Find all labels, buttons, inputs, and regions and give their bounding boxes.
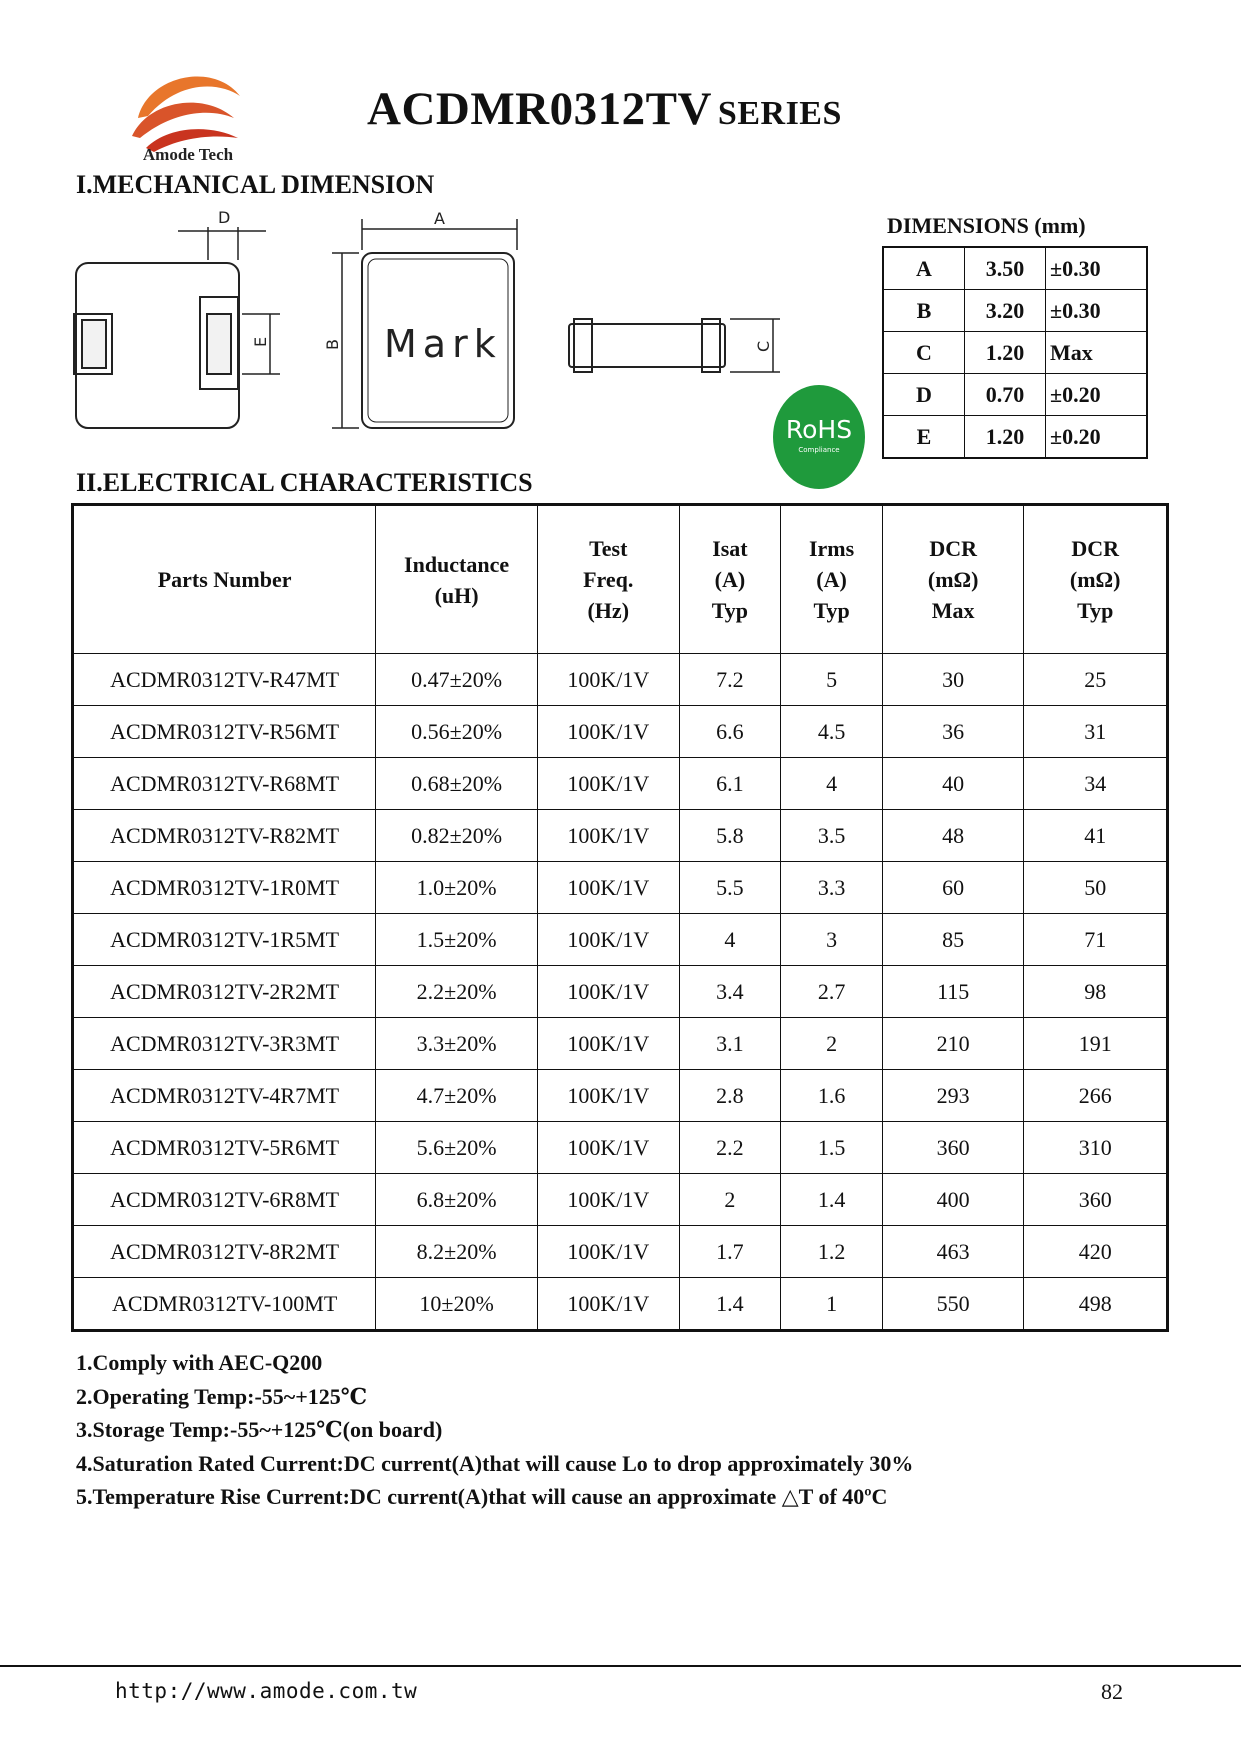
table-cell: 2 bbox=[679, 1174, 781, 1226]
electrical-heading: II.ELECTRICAL CHARACTERISTICS bbox=[76, 468, 533, 497]
table-cell: 0.82±20% bbox=[376, 810, 538, 862]
table-cell: 6.8±20% bbox=[376, 1174, 538, 1226]
table-cell: 360 bbox=[882, 1122, 1024, 1174]
column-header-line: (Hz) bbox=[587, 598, 630, 623]
table-cell: 1.4 bbox=[781, 1174, 883, 1226]
table-row bbox=[73, 1070, 1168, 1122]
footer-url: http://www.amode.com.tw bbox=[115, 1679, 418, 1703]
column-header bbox=[376, 505, 538, 654]
table-cell: 100K/1V bbox=[537, 1278, 679, 1331]
table-cell: 3.5 bbox=[781, 810, 883, 862]
table-cell: 115 bbox=[882, 966, 1024, 1018]
column-header bbox=[1024, 505, 1168, 654]
table-row bbox=[73, 1278, 1168, 1331]
table-cell: 48 bbox=[882, 810, 1024, 862]
dimension-key: D bbox=[883, 374, 965, 416]
title-suffix: SERIES bbox=[717, 95, 842, 132]
table-cell: 420 bbox=[1024, 1226, 1168, 1278]
table-cell: 4 bbox=[781, 758, 883, 810]
column-header-line: (A) bbox=[714, 567, 746, 592]
table-row bbox=[73, 758, 1168, 810]
table-cell: 8.2±20% bbox=[376, 1226, 538, 1278]
table-body bbox=[73, 654, 1168, 1331]
table-cell: 3.1 bbox=[679, 1018, 781, 1070]
note-item: 3.Storage Temp:-55~+125℃(on board) bbox=[76, 1417, 443, 1442]
note-item: 2.Operating Temp:-55~+125℃ bbox=[76, 1383, 368, 1409]
column-header-line: Inductance bbox=[404, 551, 510, 577]
column-header-line: Typ bbox=[1077, 598, 1114, 623]
table-cell: 100K/1V bbox=[537, 810, 679, 862]
page-title bbox=[367, 82, 842, 136]
electrical-characteristics-table bbox=[71, 503, 1169, 1332]
table-cell: 100K/1V bbox=[537, 1122, 679, 1174]
column-header-line: (mΩ) bbox=[1069, 567, 1121, 592]
table-cell: 31 bbox=[1024, 706, 1168, 758]
table-cell: 36 bbox=[882, 706, 1024, 758]
dimension-row bbox=[883, 332, 1147, 374]
column-header-line: Freq. bbox=[583, 567, 634, 592]
dimension-tolerance: ±0.20 bbox=[1046, 416, 1148, 459]
table-cell: 2.2 bbox=[679, 1122, 781, 1174]
column-header-line: DCR bbox=[929, 536, 978, 561]
rohs-text: RoHS bbox=[785, 415, 853, 444]
mark-text: Mark bbox=[384, 322, 502, 366]
dimensions-title: DIMENSIONS (mm) bbox=[887, 213, 1086, 238]
side-view-drawing bbox=[569, 319, 780, 372]
table-cell: 2.2±20% bbox=[376, 966, 538, 1018]
table-cell: 6.1 bbox=[679, 758, 781, 810]
table-cell: ACDMR0312TV-2R2MT bbox=[73, 966, 376, 1018]
table-row bbox=[73, 914, 1168, 966]
notes-list bbox=[76, 1346, 913, 1514]
dimension-row bbox=[883, 374, 1147, 416]
table-cell: 1.4 bbox=[679, 1278, 781, 1331]
dimension-key: B bbox=[883, 290, 965, 332]
dimension-tolerance: ±0.20 bbox=[1046, 374, 1148, 416]
dimension-value: 3.50 bbox=[965, 247, 1046, 290]
table-cell: 1 bbox=[781, 1278, 883, 1331]
table-cell: 100K/1V bbox=[537, 758, 679, 810]
mechanical-drawings bbox=[70, 205, 790, 440]
table-cell: 3 bbox=[781, 914, 883, 966]
column-header-line: Max bbox=[931, 598, 975, 623]
table-cell: 0.56±20% bbox=[376, 706, 538, 758]
dimension-value: 0.70 bbox=[965, 374, 1046, 416]
note-item: 4.Saturation Rated Current:DC current(A)that will cause Lo to drop approximately 30% bbox=[76, 1450, 914, 1476]
table-cell: ACDMR0312TV-R82MT bbox=[73, 810, 376, 862]
table-cell: 3.3 bbox=[781, 862, 883, 914]
dimensions-table-body bbox=[883, 247, 1147, 458]
dim-label-e: E bbox=[251, 336, 270, 347]
table-cell: 1.5±20% bbox=[376, 914, 538, 966]
table-cell: 100K/1V bbox=[537, 914, 679, 966]
table-cell: 60 bbox=[882, 862, 1024, 914]
table-cell: ACDMR0312TV-100MT bbox=[73, 1278, 376, 1331]
table-row bbox=[73, 862, 1168, 914]
rohs-subtext: Compliance bbox=[798, 446, 840, 454]
table-cell: 7.2 bbox=[679, 654, 781, 706]
table-cell: 25 bbox=[1024, 654, 1168, 706]
dimension-tolerance: Max bbox=[1046, 332, 1148, 374]
table-cell: 85 bbox=[882, 914, 1024, 966]
column-header bbox=[537, 505, 679, 654]
table-row bbox=[73, 706, 1168, 758]
table-cell: 34 bbox=[1024, 758, 1168, 810]
dimension-row bbox=[883, 247, 1147, 290]
table-cell: 1.0±20% bbox=[376, 862, 538, 914]
table-cell: 5.5 bbox=[679, 862, 781, 914]
table-cell: ACDMR0312TV-5R6MT bbox=[73, 1122, 376, 1174]
table-cell: 5.8 bbox=[679, 810, 781, 862]
rohs-badge-icon bbox=[773, 385, 865, 489]
table-cell: ACDMR0312TV-6R8MT bbox=[73, 1174, 376, 1226]
footer-divider bbox=[0, 1665, 1241, 1667]
table-cell: 50 bbox=[1024, 862, 1168, 914]
table-cell: 210 bbox=[882, 1018, 1024, 1070]
table-cell: ACDMR0312TV-1R0MT bbox=[73, 862, 376, 914]
table-row bbox=[73, 654, 1168, 706]
table-cell: 100K/1V bbox=[537, 862, 679, 914]
table-cell: ACDMR0312TV-3R3MT bbox=[73, 1018, 376, 1070]
table-cell: ACDMR0312TV-R47MT bbox=[73, 654, 376, 706]
column-header-line: Irms bbox=[808, 536, 855, 561]
table-cell: 498 bbox=[1024, 1278, 1168, 1331]
table-cell: 10±20% bbox=[376, 1278, 538, 1331]
table-cell: 4.5 bbox=[781, 706, 883, 758]
table-cell: 100K/1V bbox=[537, 706, 679, 758]
table-cell: 191 bbox=[1024, 1018, 1168, 1070]
dimension-key: C bbox=[883, 332, 965, 374]
table-cell: 40 bbox=[882, 758, 1024, 810]
table-cell: 2.8 bbox=[679, 1070, 781, 1122]
table-cell: ACDMR0312TV-1R5MT bbox=[73, 914, 376, 966]
dimension-key: E bbox=[883, 416, 965, 459]
table-cell: 2.7 bbox=[781, 966, 883, 1018]
table-cell: 266 bbox=[1024, 1070, 1168, 1122]
column-header-line: Typ bbox=[711, 598, 749, 623]
table-header-row bbox=[73, 505, 1168, 654]
table-cell: 6.6 bbox=[679, 706, 781, 758]
table-cell: 0.47±20% bbox=[376, 654, 538, 706]
column-header bbox=[781, 505, 883, 654]
table-cell: 400 bbox=[882, 1174, 1024, 1226]
dimensions-table bbox=[882, 246, 1148, 459]
table-row bbox=[73, 1226, 1168, 1278]
note-item: 5.Temperature Rise Current:DC current(A)that will cause an approximate △T of 40ºC bbox=[76, 1484, 888, 1509]
dim-label-c: C bbox=[754, 340, 773, 352]
table-cell: 463 bbox=[882, 1226, 1024, 1278]
table-cell: 4 bbox=[679, 914, 781, 966]
table-cell: ACDMR0312TV-4R7MT bbox=[73, 1070, 376, 1122]
table-cell: 3.4 bbox=[679, 966, 781, 1018]
table-row bbox=[73, 810, 1168, 862]
dimension-row bbox=[883, 416, 1147, 459]
table-cell: 360 bbox=[1024, 1174, 1168, 1226]
column-header-line: (uH) bbox=[434, 582, 479, 608]
table-cell: 3.3±20% bbox=[376, 1018, 538, 1070]
column-header-line: Typ bbox=[813, 598, 850, 623]
dimension-value: 1.20 bbox=[965, 332, 1046, 374]
table-cell: 1.5 bbox=[781, 1122, 883, 1174]
page-number: 82 bbox=[1101, 1679, 1123, 1704]
dimension-value: 1.20 bbox=[965, 416, 1046, 459]
mechanical-heading: I.MECHANICAL DIMENSION bbox=[76, 170, 435, 199]
table-cell: 100K/1V bbox=[537, 1018, 679, 1070]
column-header-line: Isat bbox=[712, 536, 748, 561]
table-cell: 98 bbox=[1024, 966, 1168, 1018]
column-header bbox=[73, 505, 376, 654]
table-cell: 30 bbox=[882, 654, 1024, 706]
column-header-line: Test bbox=[589, 536, 628, 561]
table-cell: 4.7±20% bbox=[376, 1070, 538, 1122]
table-row bbox=[73, 1018, 1168, 1070]
bottom-view-drawing bbox=[74, 227, 280, 428]
table-cell: 310 bbox=[1024, 1122, 1168, 1174]
table-cell: 5 bbox=[781, 654, 883, 706]
table-cell: 100K/1V bbox=[537, 654, 679, 706]
table-cell: 100K/1V bbox=[537, 1070, 679, 1122]
table-cell: 71 bbox=[1024, 914, 1168, 966]
table-cell: 100K/1V bbox=[537, 1226, 679, 1278]
note-item: 1.Comply with AEC-Q200 bbox=[76, 1350, 323, 1375]
dimension-key: A bbox=[883, 247, 965, 290]
dimension-tolerance: ±0.30 bbox=[1046, 290, 1148, 332]
column-header-line: Parts Number bbox=[157, 567, 292, 592]
dim-label-d: D bbox=[218, 208, 231, 227]
amode-tech-logo bbox=[118, 56, 258, 166]
table-row bbox=[73, 1174, 1168, 1226]
table-cell: ACDMR0312TV-8R2MT bbox=[73, 1226, 376, 1278]
table-cell: 293 bbox=[882, 1070, 1024, 1122]
table-cell: 2 bbox=[781, 1018, 883, 1070]
table-row bbox=[73, 966, 1168, 1018]
table-cell: 1.7 bbox=[679, 1226, 781, 1278]
table-cell: ACDMR0312TV-R68MT bbox=[73, 758, 376, 810]
table-cell: 1.2 bbox=[781, 1226, 883, 1278]
dimension-tolerance: ±0.30 bbox=[1046, 247, 1148, 290]
table-cell: 100K/1V bbox=[537, 966, 679, 1018]
table-cell: 0.68±20% bbox=[376, 758, 538, 810]
dim-label-a: A bbox=[434, 209, 445, 228]
column-header-line: (mΩ) bbox=[927, 567, 979, 592]
table-row bbox=[73, 1122, 1168, 1174]
column-header bbox=[679, 505, 781, 654]
column-header-line: (A) bbox=[816, 567, 847, 592]
dimension-row bbox=[883, 290, 1147, 332]
table-cell: 41 bbox=[1024, 810, 1168, 862]
table-cell: ACDMR0312TV-R56MT bbox=[73, 706, 376, 758]
table-cell: 550 bbox=[882, 1278, 1024, 1331]
dim-label-b: B bbox=[323, 339, 342, 350]
table-cell: 5.6±20% bbox=[376, 1122, 538, 1174]
logo-text: Amode Tech bbox=[142, 145, 234, 164]
column-header bbox=[882, 505, 1024, 654]
dimension-value: 3.20 bbox=[965, 290, 1046, 332]
table-cell: 100K/1V bbox=[537, 1174, 679, 1226]
title-part-number: ACDMR0312TV bbox=[367, 83, 712, 135]
column-header-line: DCR bbox=[1071, 536, 1120, 561]
table-cell: 1.6 bbox=[781, 1070, 883, 1122]
